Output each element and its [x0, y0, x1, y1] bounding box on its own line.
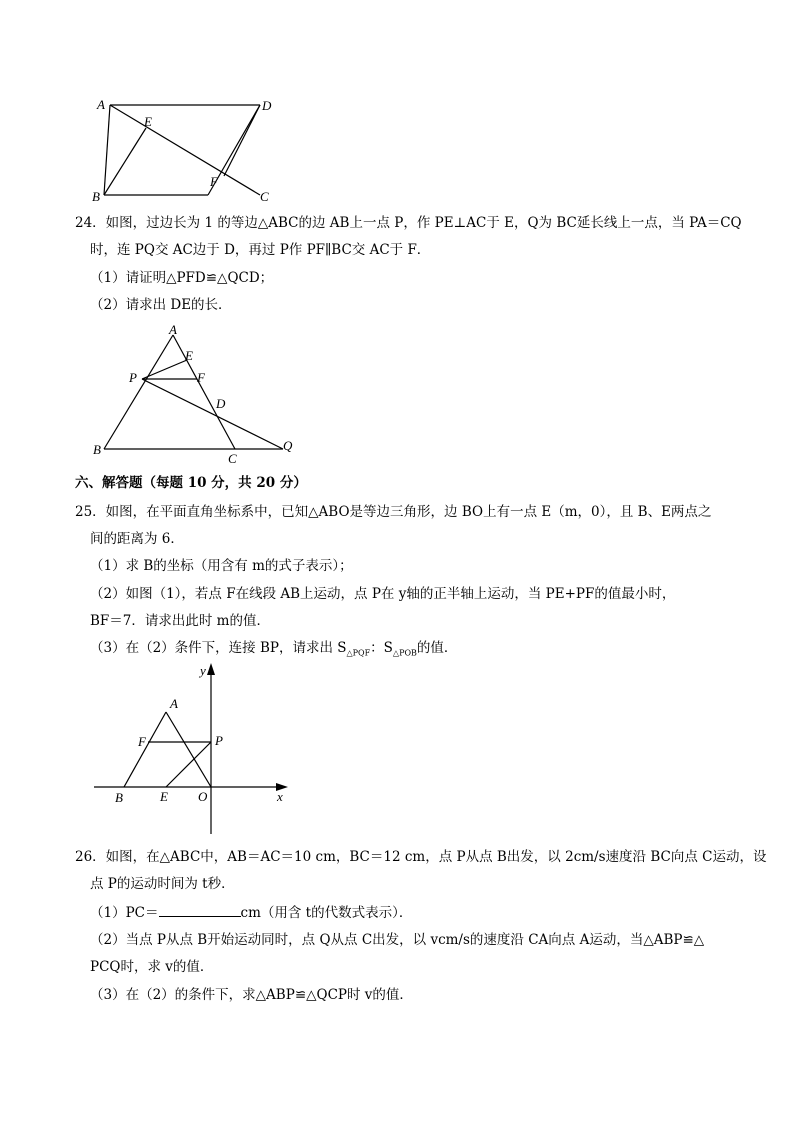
- q26-part1: [90, 903, 412, 922]
- label-c: C: [228, 451, 237, 466]
- label-a: A: [170, 696, 178, 711]
- side-ba: [104, 105, 110, 195]
- q24-line2: 时，连 PQ交 AC边于 D，再过 P作 PF∥BC交 AC于 F．: [90, 242, 431, 258]
- q24-part1: （1）请证明△PFD≌△QCD；: [90, 270, 274, 286]
- label-e: E: [185, 348, 193, 363]
- label-p: P: [129, 370, 137, 385]
- label-a: A: [97, 97, 105, 112]
- label-e: E: [144, 114, 152, 129]
- segment-be: [104, 128, 146, 195]
- q26-part2a: （2）当点 P从点 B开始运动同时，点 Q从点 C出发，以 vcm/s的速度沿 CA向点 A运动，当△ABP≌△: [90, 932, 705, 948]
- q26-line2: 点 P的运动时间为 t秒．: [90, 876, 235, 892]
- label-f: F: [210, 174, 218, 189]
- q25-part1: （1）求 B的坐标（用含有 m的式子表示）；: [90, 558, 353, 574]
- q24-part2: （2）请求出 DE的长．: [90, 297, 232, 313]
- q24-line1: 24．如图，过边长为 1 的等边△ABC的边 AB上一点 P，作 PE⊥AC于 E，Q为 BC延长线上一点，当 PA＝CQ: [75, 215, 742, 231]
- label-e: E: [160, 789, 168, 804]
- label-q: Q: [283, 438, 293, 453]
- segment-pe: [142, 360, 187, 379]
- side-ab: [124, 712, 166, 787]
- label-o: O: [198, 789, 208, 804]
- label-f: F: [138, 734, 146, 749]
- segment-fd: [224, 105, 260, 176]
- q25-part3-sub1: △PQF: [346, 648, 371, 658]
- q25-part3-pre: （3）在（2）条件下，连接 BP，请求出 S: [90, 640, 347, 656]
- q25-line1: 25．如图，在平面直角坐标系中，已知△ABO是等边三角形，边 BO上有一点 E（m，0），且 B、E两点之: [75, 504, 712, 520]
- label-a: A: [169, 322, 177, 337]
- figure-parallelogram: [90, 95, 290, 205]
- figure-triangle-pq: [85, 322, 300, 467]
- segment-pq: [142, 379, 283, 449]
- q25-part3-sub2: △POB: [392, 648, 417, 658]
- q25-part2b: BF＝7．请求出此时 m的值．: [90, 613, 270, 629]
- label-f: F: [197, 370, 205, 385]
- label-y: y: [200, 663, 206, 678]
- section-heading: 六、解答题（每题 10 分，共 20 分）: [75, 475, 307, 491]
- label-b: B: [92, 189, 100, 204]
- q26-line1: 26．如图，在△ABC中，AB＝AC＝10 cm，BC＝12 cm，点 P从点 B出发，以 2cm/s速度沿 BC向点 C运动，设: [75, 849, 767, 865]
- label-b: B: [115, 790, 123, 805]
- answer-blank[interactable]: [159, 903, 241, 917]
- figure-coordinate: [90, 660, 300, 838]
- q26-part3: （3）在（2）的条件下，求△ABP≌△QCP时 v的值．: [90, 987, 413, 1003]
- label-d: D: [216, 396, 226, 411]
- label-d: D: [262, 98, 272, 113]
- label-x: x: [277, 789, 283, 804]
- q26-part1-pre: （1）PC＝: [90, 905, 159, 921]
- q25-part3-mid: ：S: [370, 640, 393, 656]
- label-b: B: [93, 442, 101, 457]
- label-c: C: [260, 189, 269, 204]
- q25-line2: 间的距离为 6．: [90, 531, 184, 547]
- label-p: P: [215, 733, 223, 748]
- q26-part2b: PCQ时，求 v的值．: [90, 959, 214, 975]
- q25-part2a: （2）如图（1），若点 F在线段 AB上运动，点 P在 y轴的正半轴上运动，当 PE+PF的值最小时，: [90, 586, 676, 602]
- q25-part3-post: 的值．: [416, 640, 458, 656]
- side-ac: [173, 335, 235, 449]
- q26-part1-post: cm（用含 t的代数式表示）．: [240, 905, 413, 921]
- side-ab: [104, 335, 173, 449]
- y-axis-arrow-icon: [207, 663, 215, 675]
